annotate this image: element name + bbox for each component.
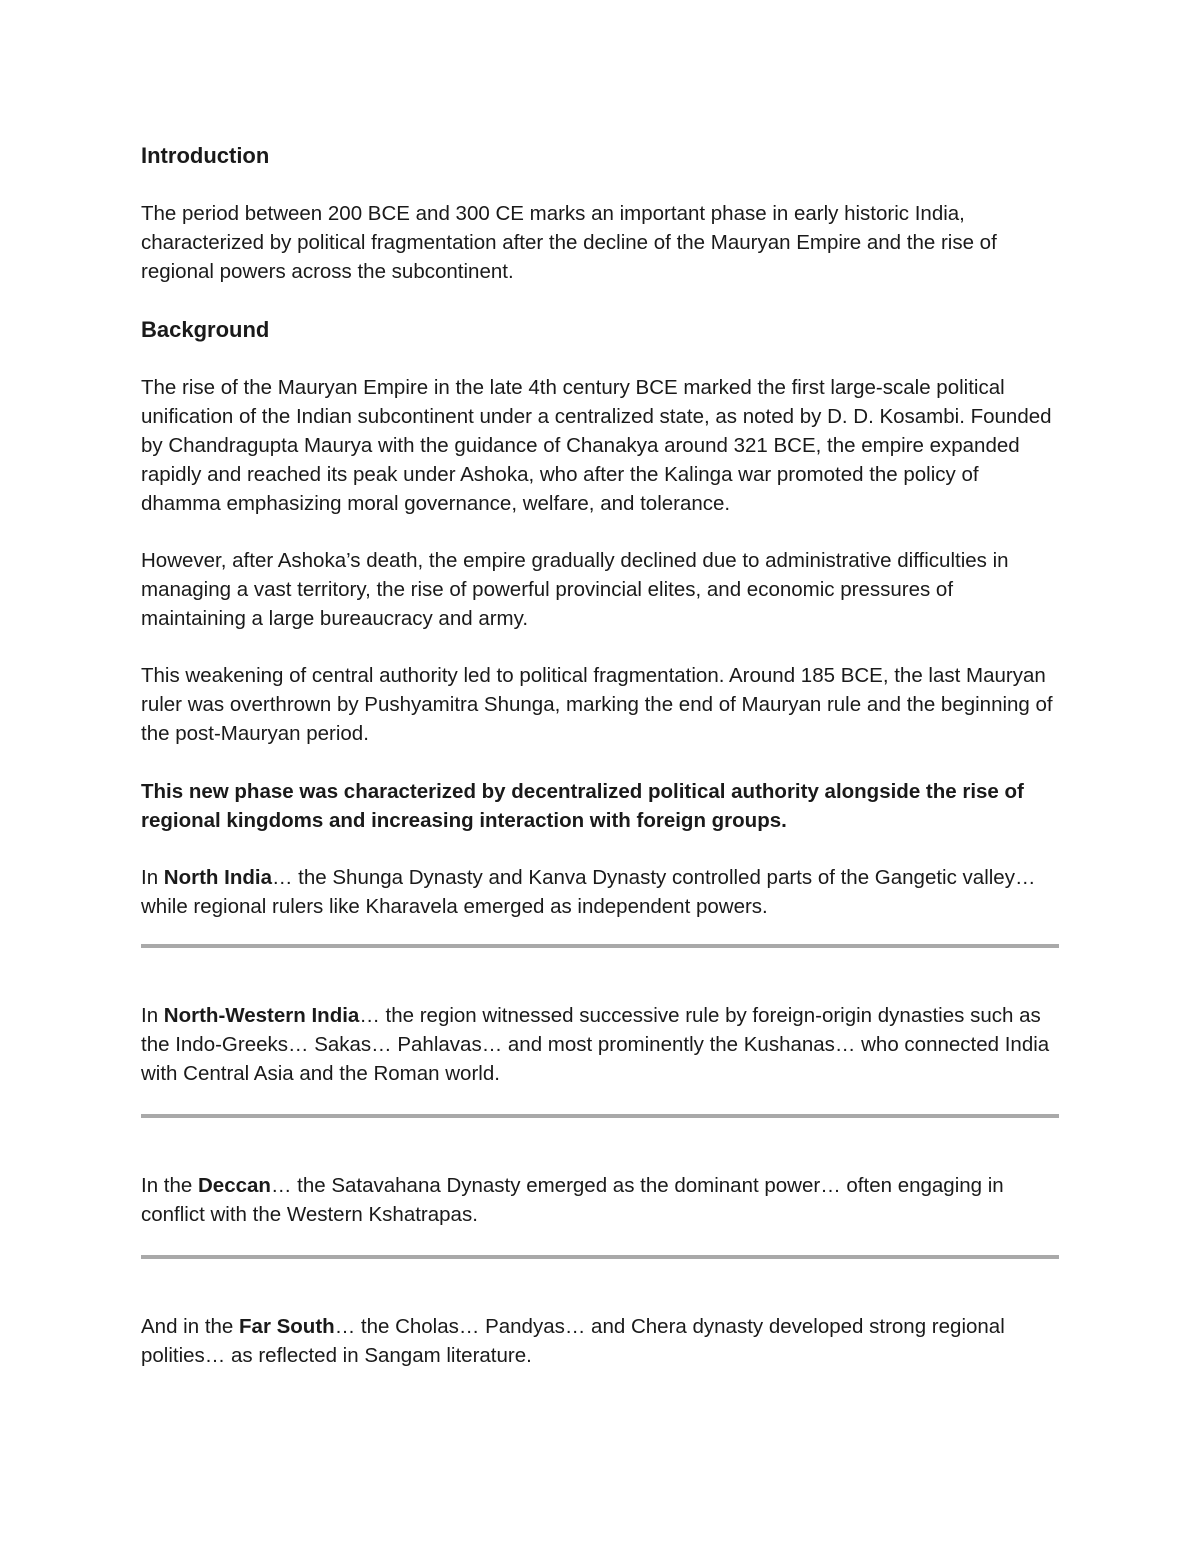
background-paragraph-2: However, after Ashoka’s death, the empire gradually declined due to administrative difficulties in managing a vast territory, the rise of powerful provincial elites, and economic pressures of maintaining a large bureaucracy and army.	[141, 549, 1009, 630]
background-paragraph-3: This weakening of central authority led to political fragmentation. Around 185 BCE, the last Mauryan ruler was overthrown by Pushyamitra Shunga, marking the end of Mauryan rule and the beginning of the post-Mauryan period.	[141, 664, 1053, 745]
region-text: … the Shunga Dynasty and Kanva Dynasty controlled parts of the Gangetic valley… while regional rulers like Kharavela emerged as independent powers.	[141, 866, 1036, 918]
region-prefix: In	[141, 866, 164, 889]
region-name: Far South	[239, 1315, 335, 1338]
region-north-india	[141, 863, 1061, 921]
region-text: … the region witnessed successive rule by foreign-origin dynasties such as the Indo-Greeks… Sakas… Pahlavas… and most prominently the Kushanas… who connected India with Central Asia and the Roman world.	[141, 1004, 1050, 1085]
region-far-south	[141, 1312, 1061, 1370]
introduction-paragraph: The period between 200 BCE and 300 CE marks an important phase in early historic India, characterized by political fragmentation after the decline of the Mauryan Empire and the rise of regional powers across the subcontinent.	[141, 202, 997, 283]
region-north-western-india	[141, 1001, 1061, 1088]
region-prefix: In	[141, 1004, 164, 1027]
region-name: Deccan	[198, 1174, 271, 1197]
background-emphasis-paragraph: This new phase was characterized by decentralized political authority alongside the rise of regional kingdoms and increasing interaction with foreign groups.	[141, 780, 1024, 832]
region-prefix: And in the	[141, 1315, 240, 1338]
horizontal-rule	[141, 944, 1059, 948]
document-page	[141, 141, 1061, 1370]
region-deccan	[141, 1171, 1061, 1229]
region-text: … the Cholas… Pandyas… and Chera dynasty developed strong regional polities… as reflected in Sangam literature.	[141, 1315, 1005, 1367]
region-text: … the Satavahana Dynasty emerged as the dominant power… often engaging in conflict with the Western Kshatrapas.	[141, 1174, 1004, 1226]
region-name: North-Western India	[163, 1004, 360, 1027]
region-prefix: In the	[141, 1174, 198, 1197]
region-name: North India	[163, 866, 272, 889]
horizontal-rule	[141, 1114, 1059, 1118]
background-paragraph-1: The rise of the Mauryan Empire in the late 4th century BCE marked the first large-scale political unification of the Indian subcontinent under a centralized state, as noted by D. D. Kosambi. Founded by Chandragupta Maurya with the guidance of Chanakya around 321 BCE, the empire expanded rapidly and reached its peak under Ashoka, who after the Kalinga war promoted the policy of dhamma emphasizing moral governance, welfare, and tolerance.	[141, 376, 1052, 515]
introduction-heading: Introduction	[141, 143, 270, 168]
horizontal-rule	[141, 1255, 1059, 1259]
background-heading: Background	[141, 317, 270, 342]
